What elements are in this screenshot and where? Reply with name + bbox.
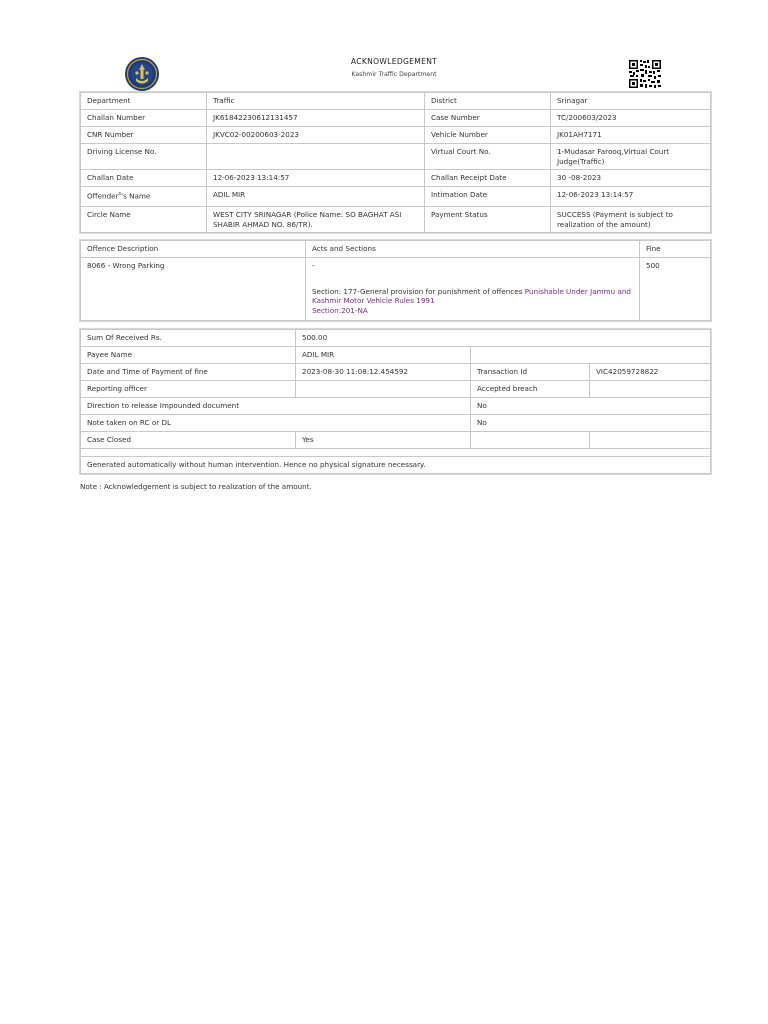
footer-note: Note : Acknowledgement is subject to realization of the amount.	[80, 482, 312, 491]
challan-number-label: Challan Number	[81, 110, 207, 127]
case-closed-value: Yes	[296, 432, 471, 449]
table-header-row	[81, 241, 711, 258]
note-rc-dl-label: Note taken on RC or DL	[81, 415, 471, 432]
virtual-court-label: Virtual Court No.	[425, 144, 551, 170]
offence-description-header: Offence Description	[81, 241, 306, 258]
direction-release-label: Direction to release Impounded document	[81, 398, 471, 415]
table-row	[81, 347, 711, 364]
challan-date-value: 12-06-2023 13:14:57	[207, 170, 425, 187]
table-row	[81, 415, 711, 432]
table-row	[81, 398, 711, 415]
challan-number-value: JK61842230612131457	[207, 110, 425, 127]
acts-sections-value	[306, 258, 640, 321]
accepted-breach-label: Accepted breach	[471, 381, 590, 398]
section-provision-text: Section: 177-General provision for punishment of offences	[312, 286, 523, 296]
department-label: Department	[81, 93, 207, 110]
sum-received-label: Sum Of Received Rs.	[81, 330, 296, 347]
payee-empty-cell	[471, 347, 711, 364]
offender-name-label	[81, 187, 207, 207]
acts-sections-header: Acts and Sections	[306, 241, 640, 258]
cnr-number-value: JKVC02-00200603-2023	[207, 127, 425, 144]
qr-code-icon	[628, 59, 662, 89]
spacer-cell	[81, 449, 711, 457]
vehicle-number-label: Vehicle Number	[425, 127, 551, 144]
table-row	[81, 93, 711, 110]
payment-details-table	[80, 329, 711, 474]
table-spacer-row	[81, 449, 711, 457]
table-row	[81, 432, 711, 449]
driving-license-label: Driving License No.	[81, 144, 207, 170]
payee-name-value: ADIL MIR	[296, 347, 471, 364]
challan-date-label: Challan Date	[81, 170, 207, 187]
department-value: Traffic	[207, 93, 425, 110]
page-subtitle: Kashmir Traffic Department	[351, 71, 437, 78]
district-label: District	[425, 93, 551, 110]
transaction-id-value: VIC42059728822	[590, 364, 711, 381]
case-number-value: TC/200603/2023	[551, 110, 711, 127]
offence-table	[80, 240, 711, 321]
table-row	[81, 457, 711, 474]
offender-name-value: ADIL MIR	[207, 187, 425, 207]
sum-received-value: 500.00	[296, 330, 711, 347]
circle-name-value: WEST CITY SRINAGAR (Police Name: SO BAGHAT ASI SHABIR AHMAD NO. 86/TR).	[207, 207, 425, 233]
section-text	[312, 287, 633, 306]
table-row	[81, 170, 711, 187]
reporting-officer-value	[296, 381, 471, 398]
offender-label-sup: s	[118, 191, 122, 197]
empty-cell	[471, 432, 590, 449]
direction-release-value: No	[471, 398, 711, 415]
intimation-date-label: Intimation Date	[425, 187, 551, 207]
generated-notice: Generated automatically without human intervention. Hence no physical signature necessary.	[81, 457, 711, 474]
receipt-date-label: Challan Receipt Date	[425, 170, 551, 187]
case-closed-label: Case Closed	[81, 432, 296, 449]
driving-license-value	[207, 144, 425, 170]
vehicle-number-value: JK01AH7171	[551, 127, 711, 144]
district-value: Srinagar	[551, 93, 711, 110]
table-row	[81, 144, 711, 170]
table-row	[81, 110, 711, 127]
payee-name-label: Payee Name	[81, 347, 296, 364]
payment-status-label: Payment Status	[425, 207, 551, 233]
table-row	[81, 364, 711, 381]
accepted-breach-value	[590, 381, 711, 398]
acts-dash: -	[312, 261, 315, 270]
fine-header: Fine	[640, 241, 711, 258]
table-row	[81, 207, 711, 233]
section-na-text: Section:201-NA	[312, 305, 368, 315]
section-rules-link[interactable]: Punishable Under Jammu and Kashmir Motor Vehicle Rules 1991	[312, 286, 631, 305]
case-number-label: Case Number	[425, 110, 551, 127]
empty-cell	[590, 432, 711, 449]
fine-value: 500	[640, 258, 711, 321]
circle-name-label: Circle Name	[81, 207, 207, 233]
transaction-id-label: Transaction Id	[471, 364, 590, 381]
reporting-officer-label: Reporting officer	[81, 381, 296, 398]
page-title: ACKNOWLEDGEMENT	[350, 57, 438, 66]
challan-details-table	[80, 92, 711, 233]
payment-datetime-value: 2023-08-30 11:08:12.454592	[296, 364, 471, 381]
payment-datetime-label: Date and Time of Payment of fine	[81, 364, 296, 381]
table-row	[81, 258, 711, 321]
offence-description-value: 8066 - Wrong Parking	[81, 258, 306, 321]
offender-label-text: Offender	[87, 191, 119, 201]
offender-label-suffix: 's Name	[121, 191, 151, 201]
payment-status-value: SUCCESS (Payment is subject to realization of the amount)	[551, 207, 711, 233]
table-row	[81, 187, 711, 207]
table-row	[81, 127, 711, 144]
cnr-number-label: CNR Number	[81, 127, 207, 144]
note-rc-dl-value: No	[471, 415, 711, 432]
virtual-court-value: 1-Mudasar Farooq,Virtual Court Judge(Traffic)	[551, 144, 711, 170]
receipt-date-value: 30 -08-2023	[551, 170, 711, 187]
table-row	[81, 381, 711, 398]
intimation-date-value: 12-06-2023 13:14:57	[551, 187, 711, 207]
table-row	[81, 330, 711, 347]
